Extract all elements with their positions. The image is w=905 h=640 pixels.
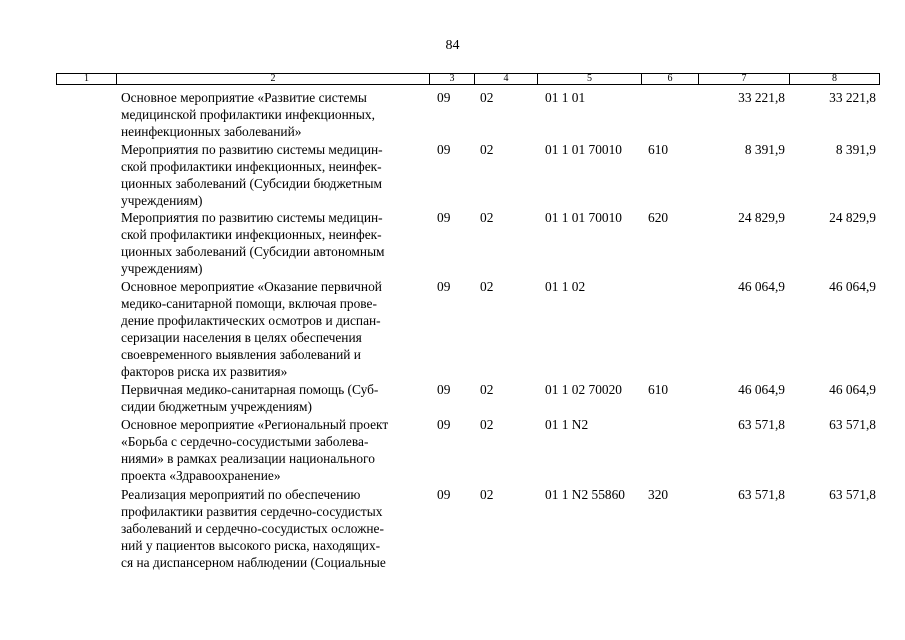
row-name-line: ниями» в рамках реализации национального [121, 451, 375, 467]
row-name-line: учреждениям) [121, 261, 203, 277]
row-amount-1: 33 221,8 [738, 90, 785, 105]
row-subsection-code: 02 [480, 279, 494, 294]
column-number-header [56, 73, 880, 85]
row-target-article: 01 1 01 [545, 90, 586, 105]
row-name-line: «Борьба с сердечно-сосудистыми заболева- [121, 434, 369, 450]
row-name [121, 381, 426, 415]
row-target-article: 01 1 N2 [545, 417, 589, 432]
row-amount-2: 46 064,9 [829, 382, 876, 397]
column-number-5: 5 [537, 74, 641, 84]
row-name [121, 416, 426, 484]
row-amount-1: 63 571,8 [738, 487, 785, 502]
column-number-3: 3 [429, 74, 474, 84]
row-amount-1: 24 829,9 [738, 210, 785, 225]
row-expense-type: 610 [648, 142, 669, 157]
row-target-article: 01 1 01 70010 [545, 142, 622, 157]
row-name [121, 278, 426, 381]
row-name-line: ционных заболеваний (Субсидии бюджетным [121, 176, 382, 192]
row-name-line: профилактики развития сердечно-сосудистых [121, 504, 383, 520]
row-subsection-code: 02 [480, 487, 494, 502]
column-number-8: 8 [789, 74, 879, 84]
row-target-article: 01 1 02 70020 [545, 382, 622, 397]
row-section-code: 09 [437, 382, 451, 397]
row-expense-type: 320 [648, 487, 669, 502]
row-section-code: 09 [437, 487, 451, 502]
row-expense-type: 610 [648, 382, 669, 397]
column-number-7: 7 [698, 74, 789, 84]
row-expense-type: 620 [648, 210, 669, 225]
row-section-code: 09 [437, 142, 451, 157]
row-target-article: 01 1 N2 55860 [545, 487, 625, 502]
row-name-line: Реализация мероприятий по обеспечению [121, 487, 361, 502]
row-section-code: 09 [437, 279, 451, 294]
row-name-line: Основное мероприятие «Оказание первичной [121, 279, 382, 294]
row-name-line: ционных заболеваний (Субсидии автономным [121, 244, 385, 260]
row-name [121, 141, 426, 209]
row-name-line: ний у пациентов высокого риска, находящих- [121, 538, 381, 554]
row-name-line: факторов риска их развития» [121, 364, 288, 380]
row-name-line: серизации населения в целях обеспечения [121, 330, 362, 346]
column-number-6: 6 [641, 74, 698, 84]
row-name-line: ской профилактики инфекционных, неинфек- [121, 227, 382, 243]
row-target-article: 01 1 01 70010 [545, 210, 622, 225]
row-name-line: учреждениям) [121, 193, 203, 209]
row-name-line: Мероприятия по развитию системы медицин- [121, 210, 383, 225]
row-name-line: медицинской профилактики инфекционных, [121, 107, 375, 123]
column-number-4: 4 [474, 74, 537, 84]
row-amount-1: 8 391,9 [744, 142, 785, 157]
row-subsection-code: 02 [480, 382, 494, 397]
row-name-line: проекта «Здравоохранение» [121, 468, 281, 484]
row-amount-1: 63 571,8 [738, 417, 785, 432]
row-subsection-code: 02 [480, 417, 494, 432]
row-amount-2: 33 221,8 [829, 90, 876, 105]
row-name-line: неинфекционных заболеваний» [121, 124, 302, 140]
row-subsection-code: 02 [480, 210, 494, 225]
column-number-1: 1 [84, 73, 89, 84]
row-section-code: 09 [437, 417, 451, 432]
row-name-line: Основное мероприятие «Региональный проект [121, 417, 389, 432]
row-amount-2: 8 391,9 [835, 142, 876, 157]
row-name-line: медико-санитарной помощи, включая прове- [121, 296, 377, 312]
row-name [121, 209, 426, 277]
row-name-line: Основное мероприятие «Развитие системы [121, 90, 367, 105]
row-name [121, 486, 426, 571]
row-target-article: 01 1 02 [545, 279, 586, 294]
page-number: 84 [445, 38, 460, 53]
row-amount-1: 46 064,9 [738, 382, 785, 397]
row-name-line: ся на диспансерном наблюдении (Социальные [121, 555, 386, 571]
row-name-line: заболеваний и сердечно-сосудистых осложне- [121, 521, 384, 537]
column-number-2: 2 [116, 74, 429, 84]
row-amount-2: 63 571,8 [829, 487, 876, 502]
row-name-line: своевременного выявления заболеваний и [121, 347, 361, 363]
row-subsection-code: 02 [480, 142, 494, 157]
row-name-line: ской профилактики инфекционных, неинфек- [121, 159, 382, 175]
row-amount-2: 63 571,8 [829, 417, 876, 432]
row-name-line: дение профилактических осмотров и диспан- [121, 313, 381, 329]
row-name-line: Первичная медико-санитарная помощь (Суб- [121, 382, 379, 397]
row-name-line: Мероприятия по развитию системы медицин- [121, 142, 383, 157]
row-amount-2: 46 064,9 [829, 279, 876, 294]
row-section-code: 09 [437, 90, 451, 105]
row-amount-2: 24 829,9 [829, 210, 876, 225]
row-name-line: сидии бюджетным учреждениям) [121, 399, 312, 415]
row-section-code: 09 [437, 210, 451, 225]
row-subsection-code: 02 [480, 90, 494, 105]
row-name [121, 89, 426, 140]
row-amount-1: 46 064,9 [738, 279, 785, 294]
